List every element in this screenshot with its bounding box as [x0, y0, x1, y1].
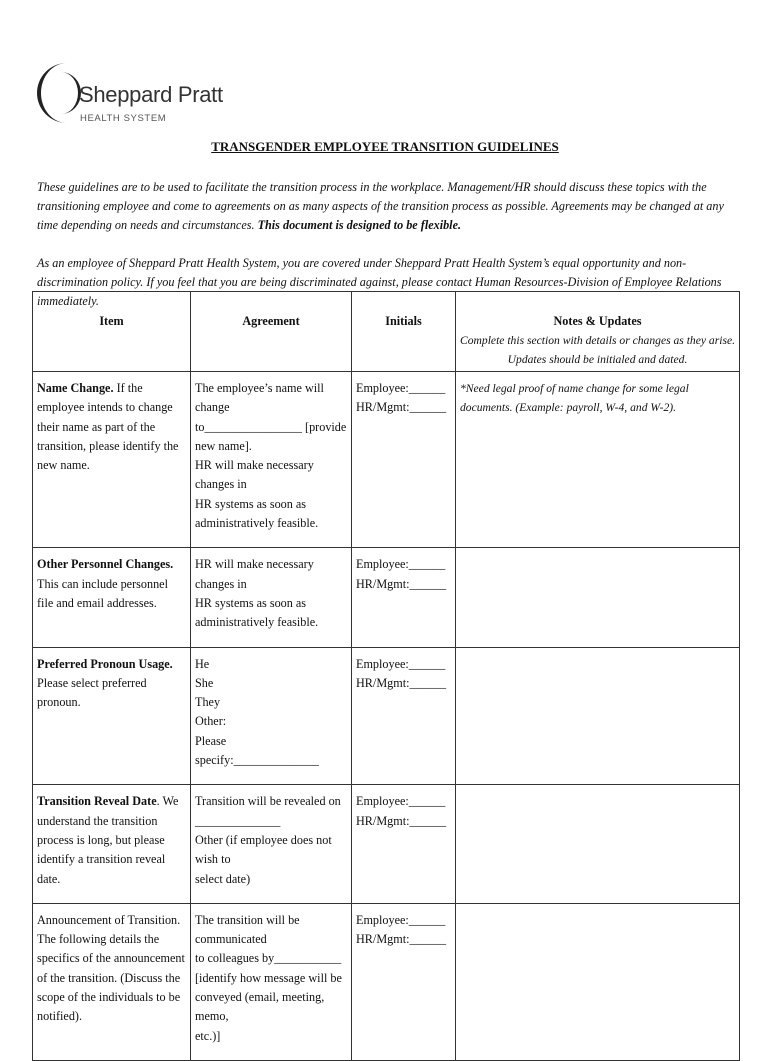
hr-initials: HR/Mgmt:______	[356, 932, 447, 947]
item-text: If the employee intends to change their name as part of the transition, please identify the new name.	[37, 381, 179, 473]
table-header-row	[33, 292, 740, 372]
item-text: Announcement of Transition. The following details the specifics of the announcement of the transition. (Discuss the scope of the individuals to be notified).	[37, 912, 185, 1024]
item-cell	[33, 647, 191, 785]
agreement-line: [identify how message will be	[195, 970, 342, 985]
item-lead: Other Personnel Changes.	[37, 557, 174, 572]
initials-cell[interactable]	[352, 903, 456, 1060]
initials-cell[interactable]	[352, 785, 456, 903]
agreement-line: HR systems as soon as	[195, 496, 307, 511]
intro-text-1: These guidelines are to be used to facilitate the transition process in the workplace. Management/HR should discuss these topics with the transitioning employee and come to agreements on as many aspects of the transition process as possible. Agreements may be changed at any time depending on needs and circumstances.	[37, 180, 724, 232]
agreement-line: The transition will be communicated	[195, 912, 300, 947]
agreement-cell[interactable]	[191, 548, 352, 647]
agreement-cell[interactable]	[191, 647, 352, 785]
item-lead: Preferred Pronoun Usage.	[37, 656, 173, 671]
table-row	[33, 372, 740, 548]
employee-initials: Employee:______	[356, 656, 446, 671]
hr-initials: HR/Mgmt:______	[356, 813, 447, 828]
employee-initials: Employee:______	[356, 912, 446, 927]
header-initials: Initials	[352, 292, 456, 372]
employee-initials: Employee:______	[356, 557, 446, 572]
header-agreement: Agreement	[191, 292, 352, 372]
header-item: Item	[33, 292, 191, 372]
notes-cell[interactable]	[456, 785, 740, 903]
agreement-line: conveyed (email, meeting, memo,	[195, 990, 325, 1024]
item-cell	[33, 548, 191, 647]
agreement-line: to colleagues by___________	[195, 951, 342, 966]
item-text: Please select preferred pronoun.	[37, 675, 147, 710]
table-row	[33, 647, 740, 785]
item-text: . We understand the transition process is long, but please identify a transition reveal date.	[37, 794, 179, 886]
table-row	[33, 903, 740, 1060]
intro-paragraph-2: As an employee of Sheppard Pratt Health System, you are covered under Sheppard Pratt Health System’s equal opportunity and non-discrimination policy. If you feel that you are being discriminated against, please contact Human Resources-Division of Employee Relations immediately.	[37, 256, 722, 308]
item-lead: Transition Reveal Date	[37, 794, 157, 809]
item-cell	[33, 903, 191, 1060]
agreement-line: administratively feasible.	[195, 516, 319, 531]
item-cell	[33, 372, 191, 548]
header-notes-instructions: Complete this section with details or changes as they arise. Updates should be initialed and dated.	[460, 334, 736, 367]
agreement-cell[interactable]	[191, 785, 352, 903]
notes-cell[interactable]	[456, 903, 740, 1060]
agreement-line: administratively feasible.	[195, 615, 319, 630]
logo-name: Sheppard Pratt	[79, 82, 223, 107]
logo-mark-icon	[37, 60, 81, 126]
employee-initials: Employee:______	[356, 381, 446, 395]
agreement-line: to________________ [provide	[195, 419, 347, 434]
initials-cell[interactable]	[352, 647, 456, 785]
agreement-line: HR will make necessary changes in	[195, 557, 314, 591]
pronoun-option-they[interactable]: They	[195, 695, 221, 710]
agreement-line: Other (if employee does not wish to	[195, 832, 332, 867]
hr-initials: HR/Mgmt:______	[356, 675, 447, 690]
pronoun-option-he[interactable]: He	[195, 656, 210, 671]
agreement-line: Transition will be revealed on	[195, 794, 341, 809]
agreement-cell[interactable]	[191, 903, 352, 1060]
agreement-line: new name].	[195, 438, 252, 453]
item-lead: Name Change.	[37, 381, 114, 395]
document-title: TRANSGENDER EMPLOYEE TRANSITION GUIDELINES	[211, 139, 559, 154]
guidelines-table	[32, 291, 740, 1061]
hr-initials: HR/Mgmt:______	[356, 400, 447, 415]
item-text: This can include personnel file and email addresses.	[37, 576, 168, 610]
reveal-date-field[interactable]: ______________	[195, 813, 281, 828]
table-row	[33, 785, 740, 903]
intro-paragraph-1	[37, 178, 737, 235]
agreement-line: The employee’s name will change	[195, 381, 324, 415]
notes-cell[interactable]	[456, 647, 740, 785]
intro-emphasis: This document is designed to be flexible.	[257, 218, 462, 232]
agreement-line: HR systems as soon as	[195, 595, 307, 610]
agreement-line: etc.)]	[195, 1028, 221, 1043]
agreement-line: HR will make necessary changes in	[195, 458, 314, 492]
hr-initials: HR/Mgmt:______	[356, 576, 447, 591]
item-cell	[33, 785, 191, 903]
header-notes	[456, 292, 740, 372]
notes-cell[interactable]	[456, 548, 740, 647]
notes-cell[interactable]	[456, 372, 740, 548]
logo-subtitle: HEALTH SYSTEM	[80, 113, 167, 124]
notes-text: *Need legal proof of name change for some legal documents. (Example: payroll, W-4, and W-2).	[460, 382, 689, 415]
pronoun-option-she[interactable]: She	[195, 675, 214, 690]
initials-cell[interactable]	[352, 548, 456, 647]
agreement-cell[interactable]	[191, 372, 352, 548]
table-row	[33, 548, 740, 647]
sheppard-pratt-logo	[37, 60, 237, 130]
employee-initials: Employee:______	[356, 794, 446, 809]
pronoun-specify-field[interactable]: Please specify:______________	[195, 733, 319, 768]
initials-cell[interactable]	[352, 372, 456, 548]
pronoun-option-other[interactable]: Other:	[195, 714, 227, 729]
agreement-line: select date)	[195, 871, 251, 886]
header-notes-label: Notes & Updates	[553, 314, 642, 328]
